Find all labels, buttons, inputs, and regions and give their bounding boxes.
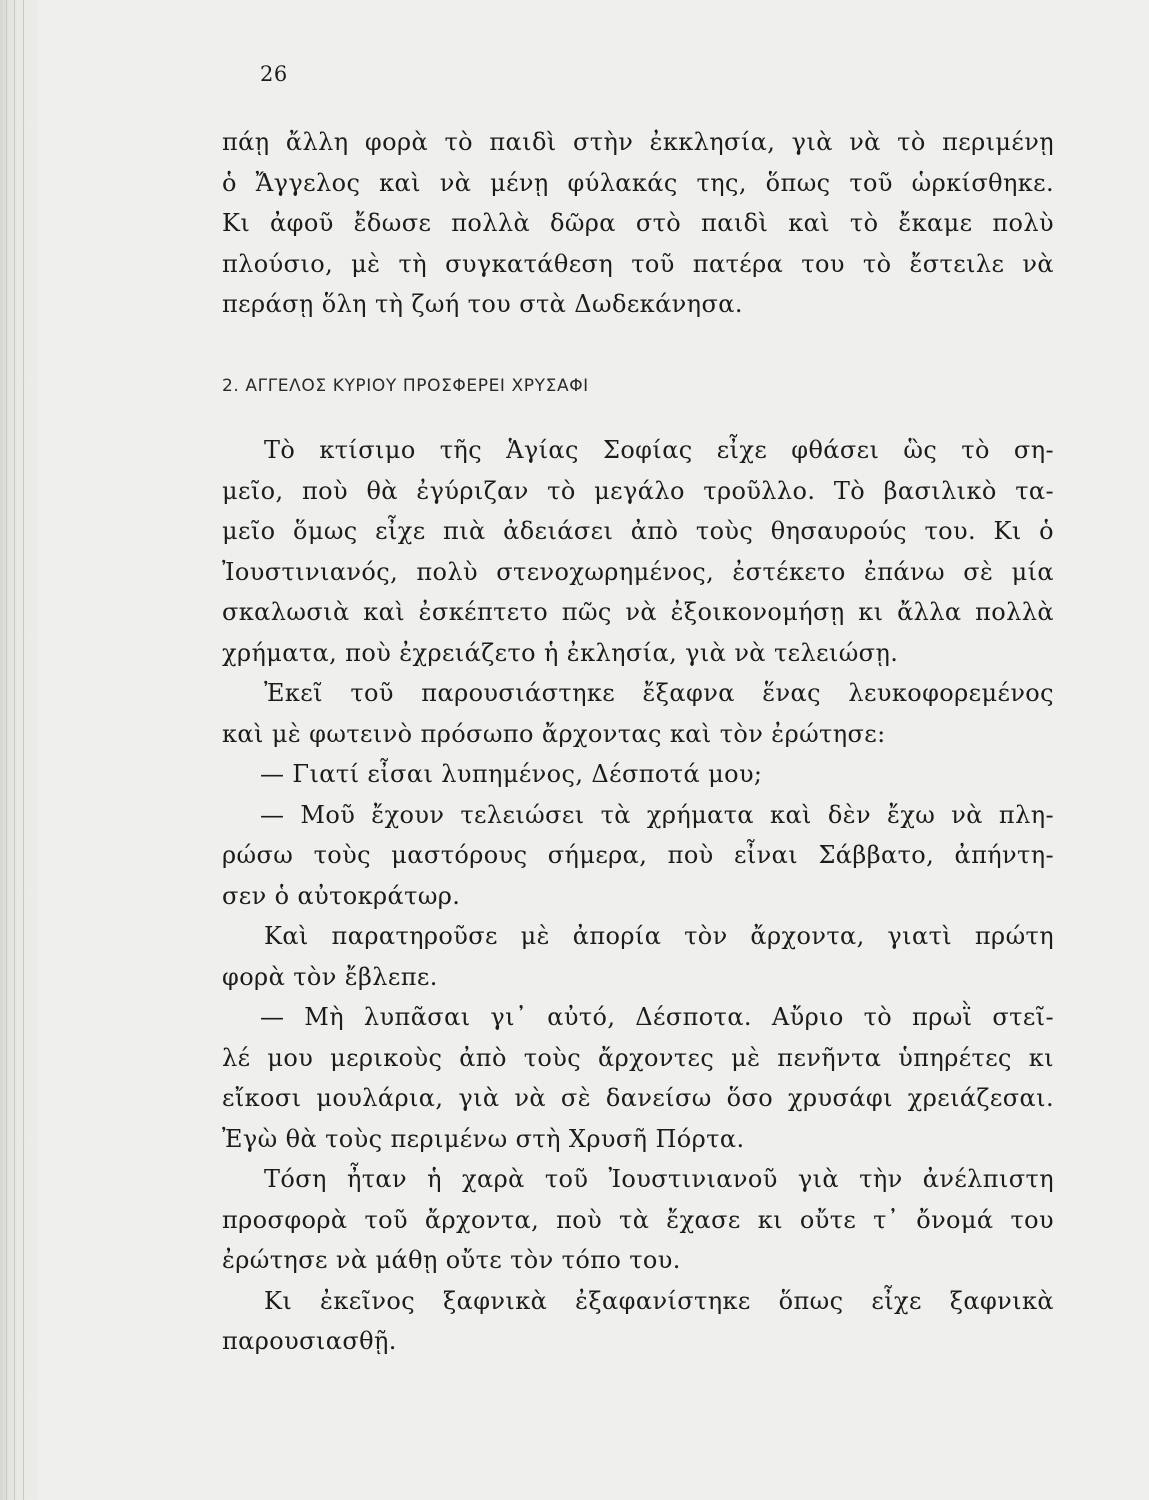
page-number: 26 xyxy=(260,62,288,86)
text-line: περάσῃ ὅλη τὴ ζωή του στὰ Δωδεκάνησα. xyxy=(222,290,743,318)
text-line: Τὸ κτίσιμο τῆς Ἁγίας Σοφίας εἶχε φθάσει ὣς τὸ ση- xyxy=(264,436,1054,464)
text-line: φορὰ τὸν ἔβλεπε. xyxy=(222,962,438,991)
text-line: Κι ἀφοῦ ἔδωσε πολλὰ δῶρα στὸ παιδὶ καὶ τὸ ἔκαμε πολὺ xyxy=(222,209,1054,237)
text-line: ρώσω τοὺς μαστόρους σήμερα, ποὺ εἶναι Σάββατο, ἀπήντη- xyxy=(222,841,1054,869)
text-line: μεῖο, ποὺ θὰ ἐγύριζαν τὸ μεγάλο τροῦλλο. Τὸ βασιλικὸ τα- xyxy=(222,476,1054,505)
text-line: Καὶ παρατηροῦσε μὲ ἀπορία τὸν ἄρχοντα, γιατὶ πρώτη xyxy=(264,922,1054,950)
text-line: παρουσιασθῇ. xyxy=(222,1327,397,1355)
text-line: ὁ Ἄγγελος καὶ νὰ μένῃ φύλακάς της, ὅπως τοῦ ὡρκίσθηκε. xyxy=(222,168,1054,197)
text-line: ἐρώτησε νὰ μάθῃ οὔτε τὸν τόπο του. xyxy=(222,1246,681,1274)
text-line: λέ μου μερικοὺς ἀπὸ τοὺς ἄρχοντες μὲ πενῆντα ὑπηρέτες κι xyxy=(222,1043,1054,1072)
text-line: εἴκοσι μουλάρια, γιὰ νὰ σὲ δανείσω ὅσο χρυσάφι χρειάζεσαι. xyxy=(222,1084,1054,1112)
text-line: Ἰουστινιανός, πολὺ στενοχωρημένος, ἐστέκετο ἐπάνω σὲ μία xyxy=(222,557,1054,586)
page-edge-line xyxy=(23,0,24,1500)
section-heading: 2. ΑΓΓΕΛΟΣ ΚΥΡΙΟΥ ΠΡΟΣΦΕΡΕΙ ΧΡΥΣΑΦΙ xyxy=(222,376,589,396)
page-edge-line xyxy=(6,0,7,1500)
text-line: Ἐγὼ θὰ τοὺς περιμένω στὴ Χρυσῆ Πόρτα. xyxy=(222,1124,745,1153)
text-line: χρήματα, ποὺ ἐχρειάζετο ἡ ἐκλησία, γιὰ νὰ τελειώσῃ. xyxy=(222,638,899,667)
section-body xyxy=(222,430,1054,1362)
text-line: πάῃ ἄλλη φορὰ τὸ παιδὶ στὴν ἐκκλησία, γιὰ νὰ τὸ περιμένῃ xyxy=(222,128,1054,156)
text-line: Ἐκεῖ τοῦ παρουσιάστηκε ἔξαφνα ἕνας λευκοφορεμένος xyxy=(264,679,1054,707)
text-line: Τόση ἦταν ἡ χαρὰ τοῦ Ἰουστινιανοῦ γιὰ τὴν ἀνέλπιστη xyxy=(264,1165,1054,1193)
text-line: πλούσιο, μὲ τὴ συγκατάθεση τοῦ πατέρα του τὸ ἔστειλε νὰ xyxy=(222,249,1054,278)
paragraph-one xyxy=(222,122,1054,325)
text-line: προσφορὰ τοῦ ἄρχοντα, ποὺ τὰ ἔχασε κι οὔτε τ᾿ ὄνομά του xyxy=(222,1205,1054,1234)
text-line: Κι ἐκεῖνος ξαφνικὰ ἐξαφανίστηκε ὅπως εἶχε ξαφνικὰ xyxy=(264,1286,1054,1315)
text-line: σκαλωσιὰ καὶ ἐσκέπτετο πῶς νὰ ἐξοικονομήσῃ κι ἄλλα πολλὰ xyxy=(222,598,1054,626)
page-edge-line xyxy=(14,0,15,1500)
dialogue-line: — Μὴ λυπᾶσαι γι᾿ αὐτό, Δέσποτα. Αὔριο τὸ πρωῒ στεῖ- xyxy=(260,1003,1054,1031)
dialogue-line: — Γιατί εἶσαι λυπημένος, Δέσποτά μου; xyxy=(260,760,763,788)
text-line: σεν ὁ αὐτοκράτωρ. xyxy=(222,881,461,910)
text-line: μεῖο ὅμως εἶχε πιὰ ἀδειάσει ἀπὸ τοὺς θησαυρούς του. Κι ὁ xyxy=(222,517,1054,545)
text-line: καὶ μὲ φωτεινὸ πρόσωπο ἄρχοντας καὶ τὸν ἐρώτησε: xyxy=(222,719,886,748)
dialogue-line: — Μοῦ ἔχουν τελειώσει τὰ χρήματα καὶ δὲν ἔχω νὰ πλη- xyxy=(260,800,1054,829)
